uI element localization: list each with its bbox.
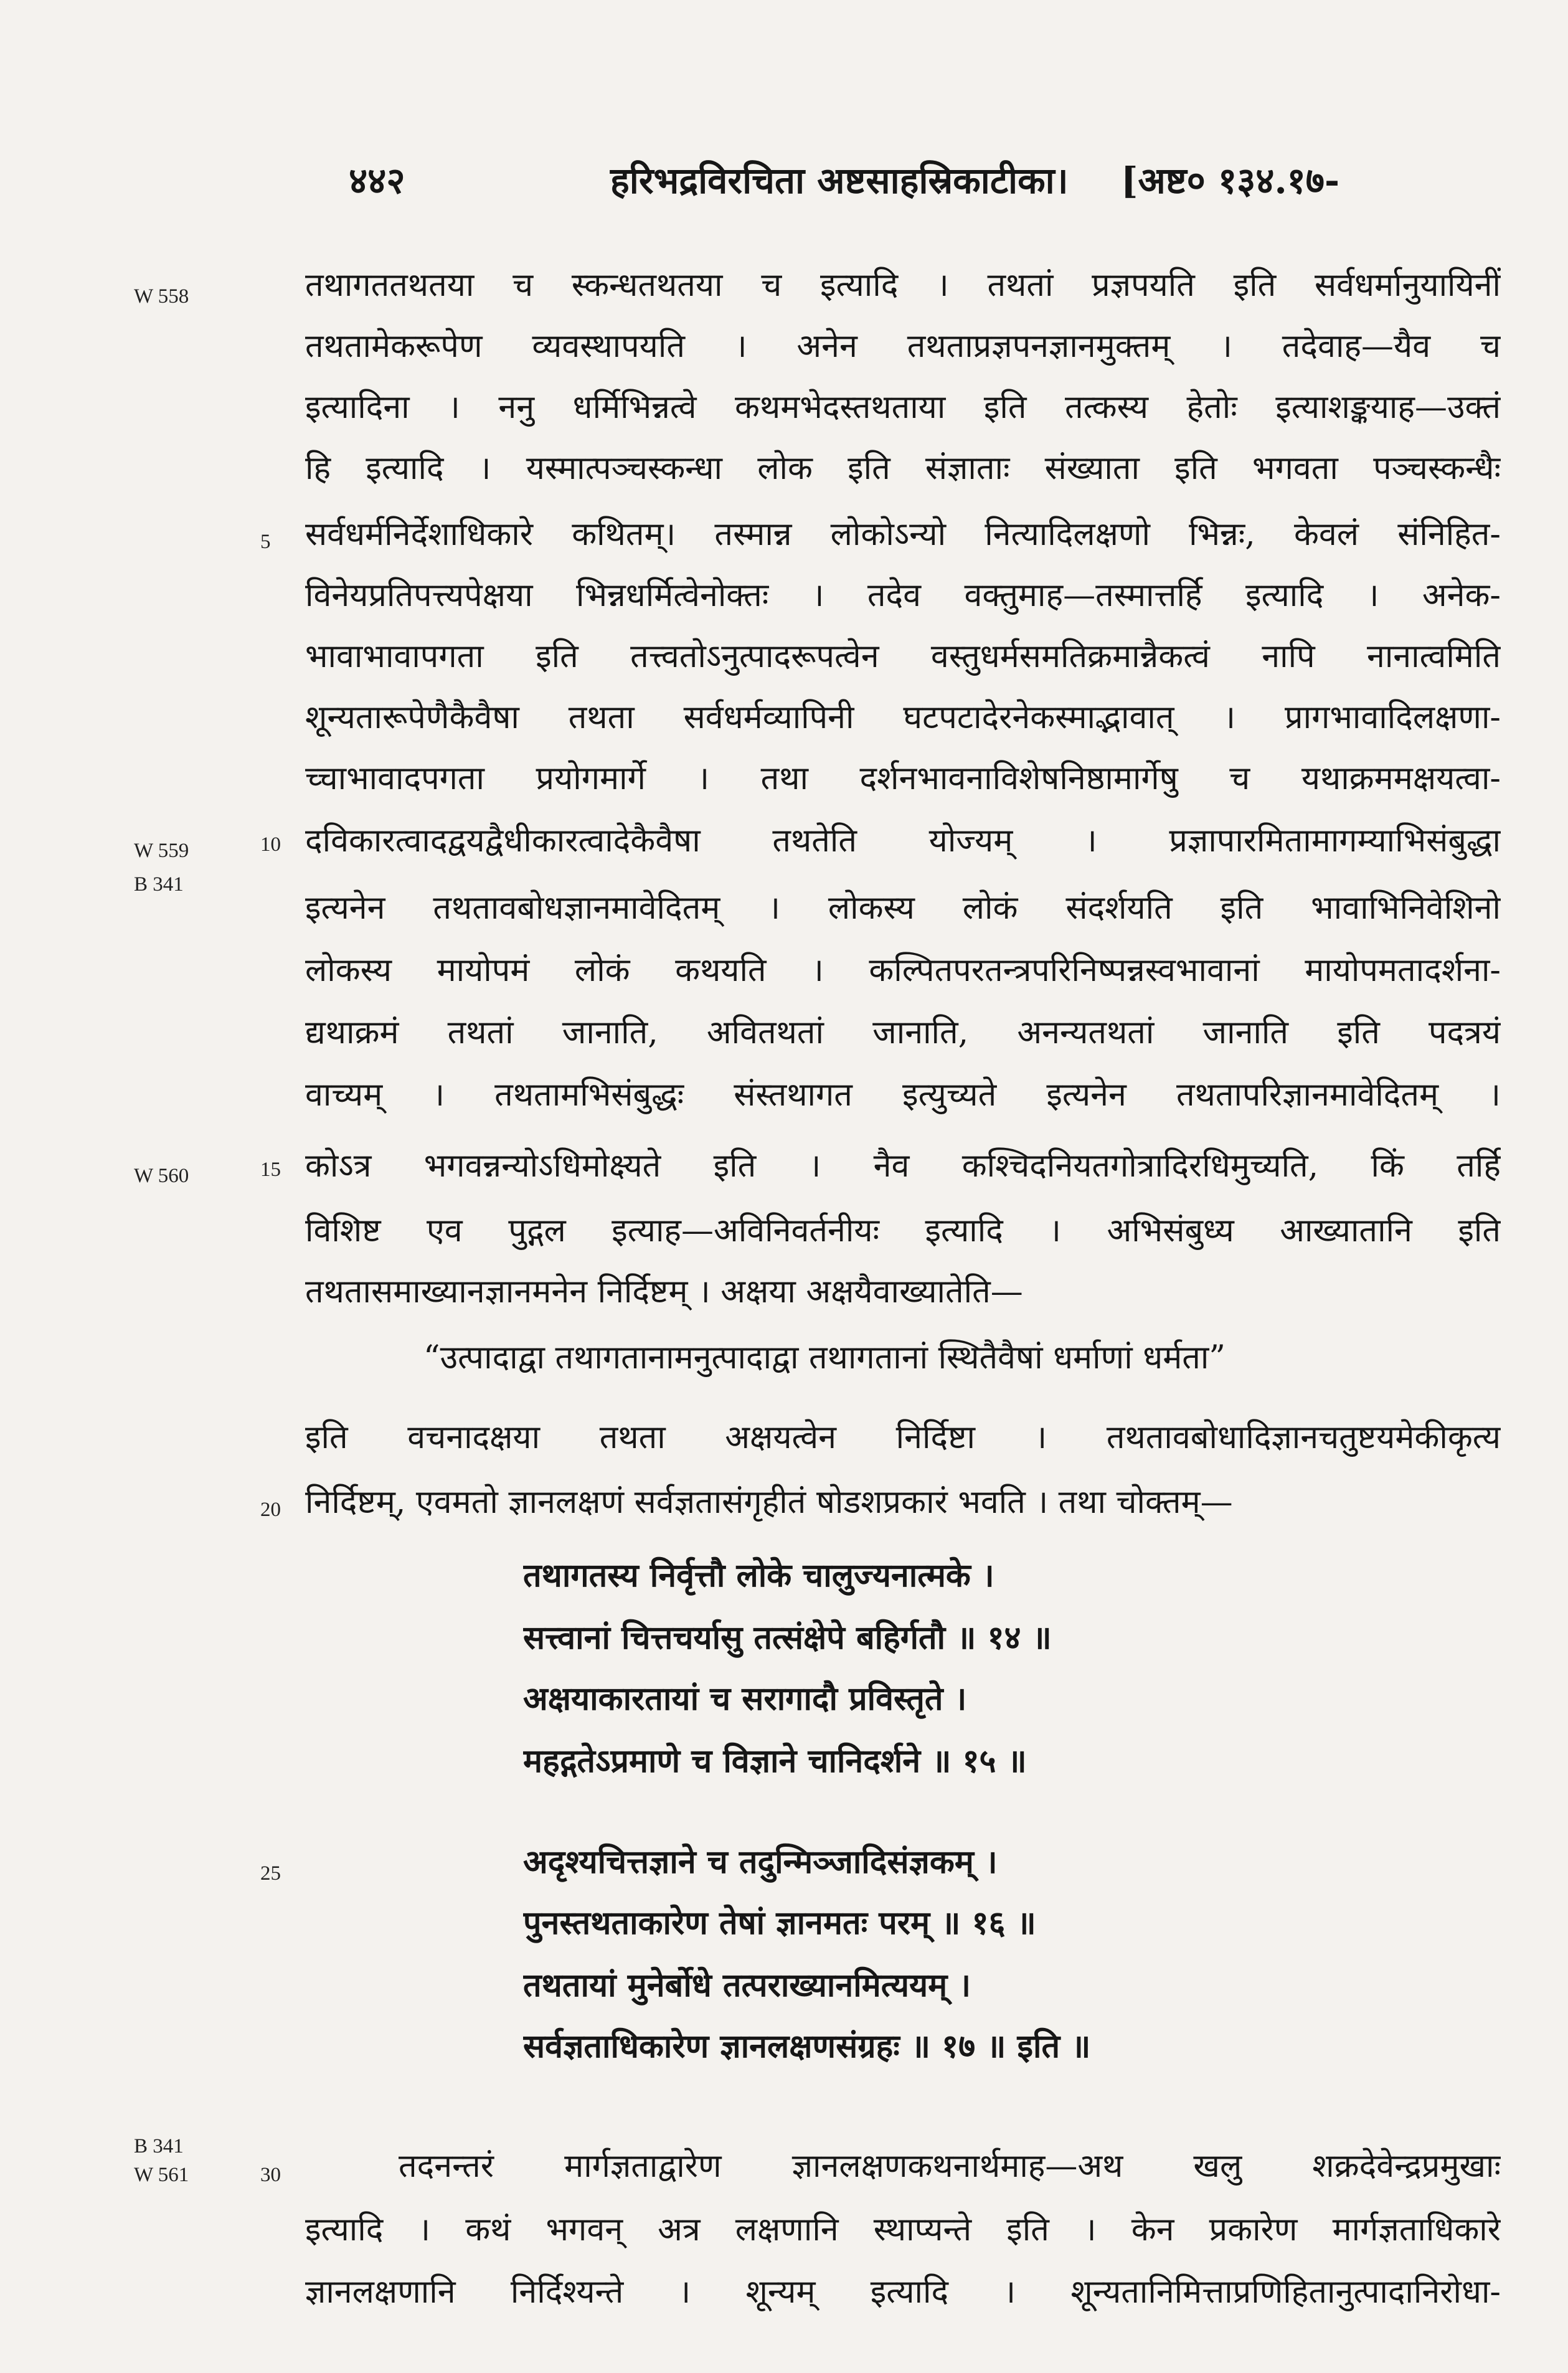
text-line: द्यथाक्रमं तथतां जानाति, अवितथतां जानाति, अनन्यतथतां जानाति इति पदत्रयं (305, 1014, 1501, 1051)
verse-line: अदृश्यचित्तज्ञाने च तदुन्मिञ्जादिसंज्ञकम् । (523, 1843, 998, 1881)
margin-ref: W 560 (134, 1165, 189, 1187)
text-line: शून्यतारूपेणैकैवैषा तथता सर्वधर्मव्यापिनी घटपटादेरनेकस्माद्भावात् । प्रागभावादिलक्षणा- (305, 699, 1501, 736)
line-number: 15 (260, 1158, 281, 1181)
running-header (0, 154, 1568, 223)
text-line: हि इत्यादि । यस्मात्पञ्चस्कन्धा लोक इति संज्ञाताः संख्याता इति भगवता पञ्चस्कन्धैः (305, 450, 1501, 487)
text-line: कोऽत्र भगवन्नन्योऽधिमोक्ष्यते इति । नैव कश्चिदनियतगोत्रादिरधिमुच्यति, किं तर्हि (305, 1147, 1501, 1185)
text-line: निर्दिष्टम्, एवमतो ज्ञानलक्षणं सर्वज्ञतासंगृहीतं षोडशप्रकारं भवति । तथा चोक्तम्— (305, 1484, 1233, 1521)
text-line: दविकारत्वादद्वयद्वैधीकारत्वादेकैवैषा तथतेति योज्यम् । प्रज्ञापारमितामागम्याभिसंबुद्धा (305, 822, 1501, 860)
text-line: इत्यनेन तथतावबोधज्ञानमावेदितम् । लोकस्य लोकं संदर्शयति इति भावाभिनिवेशिनो (305, 889, 1501, 927)
text-line: लोकस्य मायोपमं लोकं कथयति । कल्पितपरतन्त्रपरिनिष्पन्नस्वभावानां मायोपमतादर्शना- (305, 952, 1501, 989)
text-line: तथतासमाख्यानज्ञानमनेन निर्दिष्टम् । अक्षया अक्षयैवाख्यातेति— (305, 1273, 1023, 1310)
text-line: विनेयप्रतिपत्त्यपेक्षया भिन्नधर्मित्वेनोक्तः । तदेव वक्तुमाह—तस्मात्तर्हि इत्यादि । अनेक- (305, 577, 1501, 614)
text-line: भावाभावापगता इति तत्त्वतोऽनुत्पादरूपत्वेन वस्तुधर्मसमतिक्रमान्नैकत्वं नापि नानात्वमिति (305, 638, 1501, 675)
text-line: इत्यादिना । ननु धर्मिभिन्नत्वे कथमभेदस्तथताया इति तत्कस्य हेतोः इत्याशङ्कयाह—उक्तं (305, 389, 1501, 426)
line-number: 20 (260, 1499, 281, 1521)
verse-line: सर्वज्ञताधिकारेण ज्ञानलक्षणसंग्रहः ॥ १७ ॥ इति ॥ (523, 2027, 1091, 2065)
text-line: तदनन्तरं मार्गज्ञताद्वारेण ज्ञानलक्षणकथनार्थमाह—अथ खलु शक्रदेवेन्द्रप्रमुखाः (399, 2148, 1501, 2185)
text-line: तथतामेकरूपेण व्यवस्थापयति । अनेन तथताप्रज्ञपनज्ञानमुक्तम् । तदेवाह—यैव च (305, 328, 1501, 365)
line-number: 25 (260, 1862, 281, 1885)
text-line: इति वचनादक्षया तथता अक्षयत्वेन निर्दिष्टा । तथतावबोधादिज्ञानचतुष्टयमेकीकृत्य (305, 1419, 1501, 1456)
text-line: च्चाभावादपगता प्रयोगमार्गे । तथा दर्शनभावनाविशेषनिष्ठामार्गेषु च यथाक्रममक्षयत्वा- (305, 760, 1501, 797)
margin-ref: W 558 (134, 285, 189, 308)
text-line: इत्यादि । कथं भगवन् अत्र लक्षणानि स्थाप्यन्ते इति । केन प्रकारेण मार्गज्ञताधिकारे (305, 2211, 1501, 2248)
margin-ref: B 341 (134, 2135, 184, 2157)
verse-line: तथतायां मुनेर्बोधे तत्पराख्यानमित्ययम् । (523, 1966, 971, 2004)
text-line: विशिष्ट एव पुद्गल इत्याह—अविनिवर्तनीयः इत्यादि । अभिसंबुध्य आख्यातानि इति (305, 1212, 1501, 1249)
running-title: हरिभद्रविरचिता अष्टसाहस्रिकाटीका। (610, 159, 1069, 202)
verse-line: सत्त्वानां चित्तचर्यासु तत्संक्षेपे बहिर्गतौ ॥ १४ ॥ (523, 1619, 1052, 1657)
margin-ref: W 559 (134, 840, 189, 862)
page-number: ४४२ (349, 159, 405, 202)
text-line: वाच्यम् । तथतामभिसंबुद्धः संस्तथागत इत्युच्यते इत्यनेन तथतापरिज्ञानमावेदितम् । (305, 1076, 1501, 1114)
line-number: 30 (260, 2164, 281, 2186)
text-line: सर्वधर्मनिर्देशाधिकारे कथितम्। तस्मान्न लोकोऽन्यो नित्यादिलक्षणो भिन्नः, केवलं संनिहित- (305, 516, 1501, 553)
margin-ref: B 341 (134, 873, 184, 896)
margin-ref: W 561 (134, 2164, 189, 2186)
verse-line: पुनस्तथताकारेण तेषां ज्ञानमतः परम् ॥ १६ ॥ (523, 1904, 1036, 1942)
line-number: 5 (260, 531, 271, 553)
quotation: “उत्पादाद्वा तथागतानामनुत्पादाद्वा तथागतानां स्थितैवैषां धर्माणां धर्मता” (423, 1339, 1226, 1376)
verse-line: अक्षयाकारतायां च सरागादौ प्रविस्तृते । (523, 1680, 967, 1718)
verse-line: महद्गतेऽप्रमाणे च विज्ञाने चानिदर्शने ॥ १५ ॥ (523, 1742, 1027, 1780)
text-line: तथागततथतया च स्कन्धतथतया च इत्यादि । तथतां प्रज्ञपयति इति सर्वधर्मानुयायिनीं (305, 267, 1501, 304)
line-number: 10 (260, 833, 281, 856)
section-reference: [अष्ट० १३४.१७- (1121, 159, 1340, 202)
verse-line: तथागतस्य निर्वृत्तौ लोके चालुज्यनात्मके । (523, 1556, 994, 1594)
text-line: ज्ञानलक्षणानि निर्दिश्यन्ते । शून्यम् इत्यादि । शून्यतानिमित्ताप्रणिहितानुत्पादानिरोधा- (305, 2273, 1501, 2311)
